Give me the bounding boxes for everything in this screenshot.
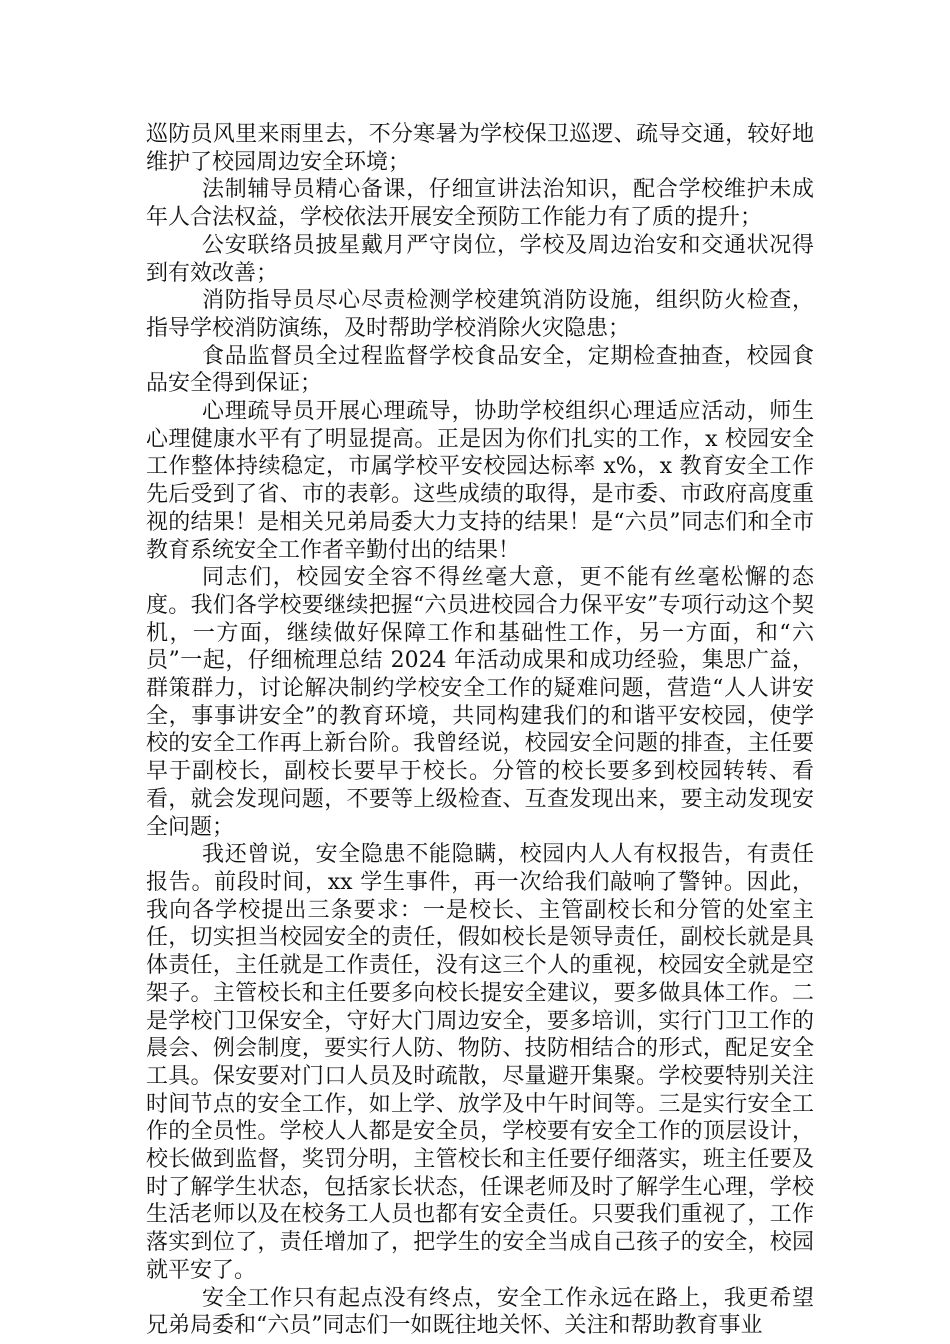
paragraph: 巡防员风里来雨里去，不分寒暑为学校保卫巡逻、疏导交通，较好地维护了校园周边安全环境； xyxy=(146,122,814,175)
paragraph: 安全工作只有起点没有终点，安全工作永远在路上，我更希望兄弟局委和“六员”同志们一如既往地关怀、关注和帮助教育事业 xyxy=(146,1285,814,1339)
paragraph: 公安联络员披星戴月严守岗位，学校及周边治安和交通状况得到有效改善； xyxy=(146,232,814,286)
paragraph: 我还曾说，安全隐患不能隐瞒，校园内人人有权报告，有责任报告。前段时间，xx 学生事件，再一次给我们敲响了警钟。因此，我向各学校提出三条要求：一是校长、主管副校长和分管的处室主任，切实担当校园安全的责任，假如校长是领导责任，副校长就是具体责任，主任就是工作责任，没有这三个人的重视，校园安全就是空架子。主管校长和主任要多向校长提安全建议，要多做具体工作。二是学校门卫保安全，守好大门周边安全，要多培训，实行门卫工作的晨会、例会制度，要实行人防、物防、技防相结合的形式，配足安全工具。保安要对门口人员及时疏散，尽量避开集聚。学校要特别关注时间节点的安全工作，如上学、放学及中午时间等。三是实行安全工作的全员性。学校人人都是安全员，学校要有安全工作的顶层设计，校长做到监督，奖罚分明，主管校长和主任要仔细落实，班主任要及时了解学生状态，包括家长状态，任课老师及时了解学生心理，学校生活老师以及在校务工人员也都有安全责任。只要我们重视了，工作落实到位了，责任增加了，把学生的安全当成自己孩子的安全，校园就平安了。 xyxy=(146,842,814,1283)
paragraph: 法制辅导员精心备课，仔细宣讲法治知识，配合学校维护未成年人合法权益，学校依法开展安全预防工作能力有了质的提升； xyxy=(146,177,814,231)
document-body xyxy=(146,121,814,1340)
paragraph: 消防指导员尽心尽责检测学校建筑消防设施，组织防火检查，指导学校消防演练，及时帮助学校消除火灾隐患； xyxy=(146,288,814,341)
paragraph: 心理疏导员开展心理疏导，协助学校组织心理适应活动，师生心理健康水平有了明显提高。正是因为你们扎实的工作，x 校园安全工作整体持续稳定，市属学校平安校园达标率 x%，x 教育安全工作先后受到了省、市的表彰。这些成绩的取得，是市委、市政府高度重视的结果！是相关兄弟局委大力支持的结果！是“六员”同志们和全市教育系统安全工作者辛勤付出的结果！ xyxy=(146,399,814,563)
paragraph: 同志们，校园安全容不得丝毫大意，更不能有丝毫松懈的态度。我们各学校要继续把握“六员进校园合力保平安”专项行动这个契机，一方面，继续做好保障工作和基础性工作，另一方面，和“六员”一起，仔细梳理总结 2024 年活动成果和成功经验，集思广益，群策群力，讨论解决制约学校安全工作的疑难问题，营造“人人讲安全，事事讲安全”的教育环境，共同构建我们的和谐平安校园，使学校的安全工作再上新台阶。我曾经说，校园安全问题的排查，主任要早于副校长，副校长要早于校长。分管的校长要多到校园转转、看看，就会发现问题，不要等上级检查、互查发现出来，要主动发现安全问题； xyxy=(146,565,814,840)
paragraph: 食品监督员全过程监督学校食品安全，定期检查抽查，校园食品安全得到保证； xyxy=(146,343,814,397)
